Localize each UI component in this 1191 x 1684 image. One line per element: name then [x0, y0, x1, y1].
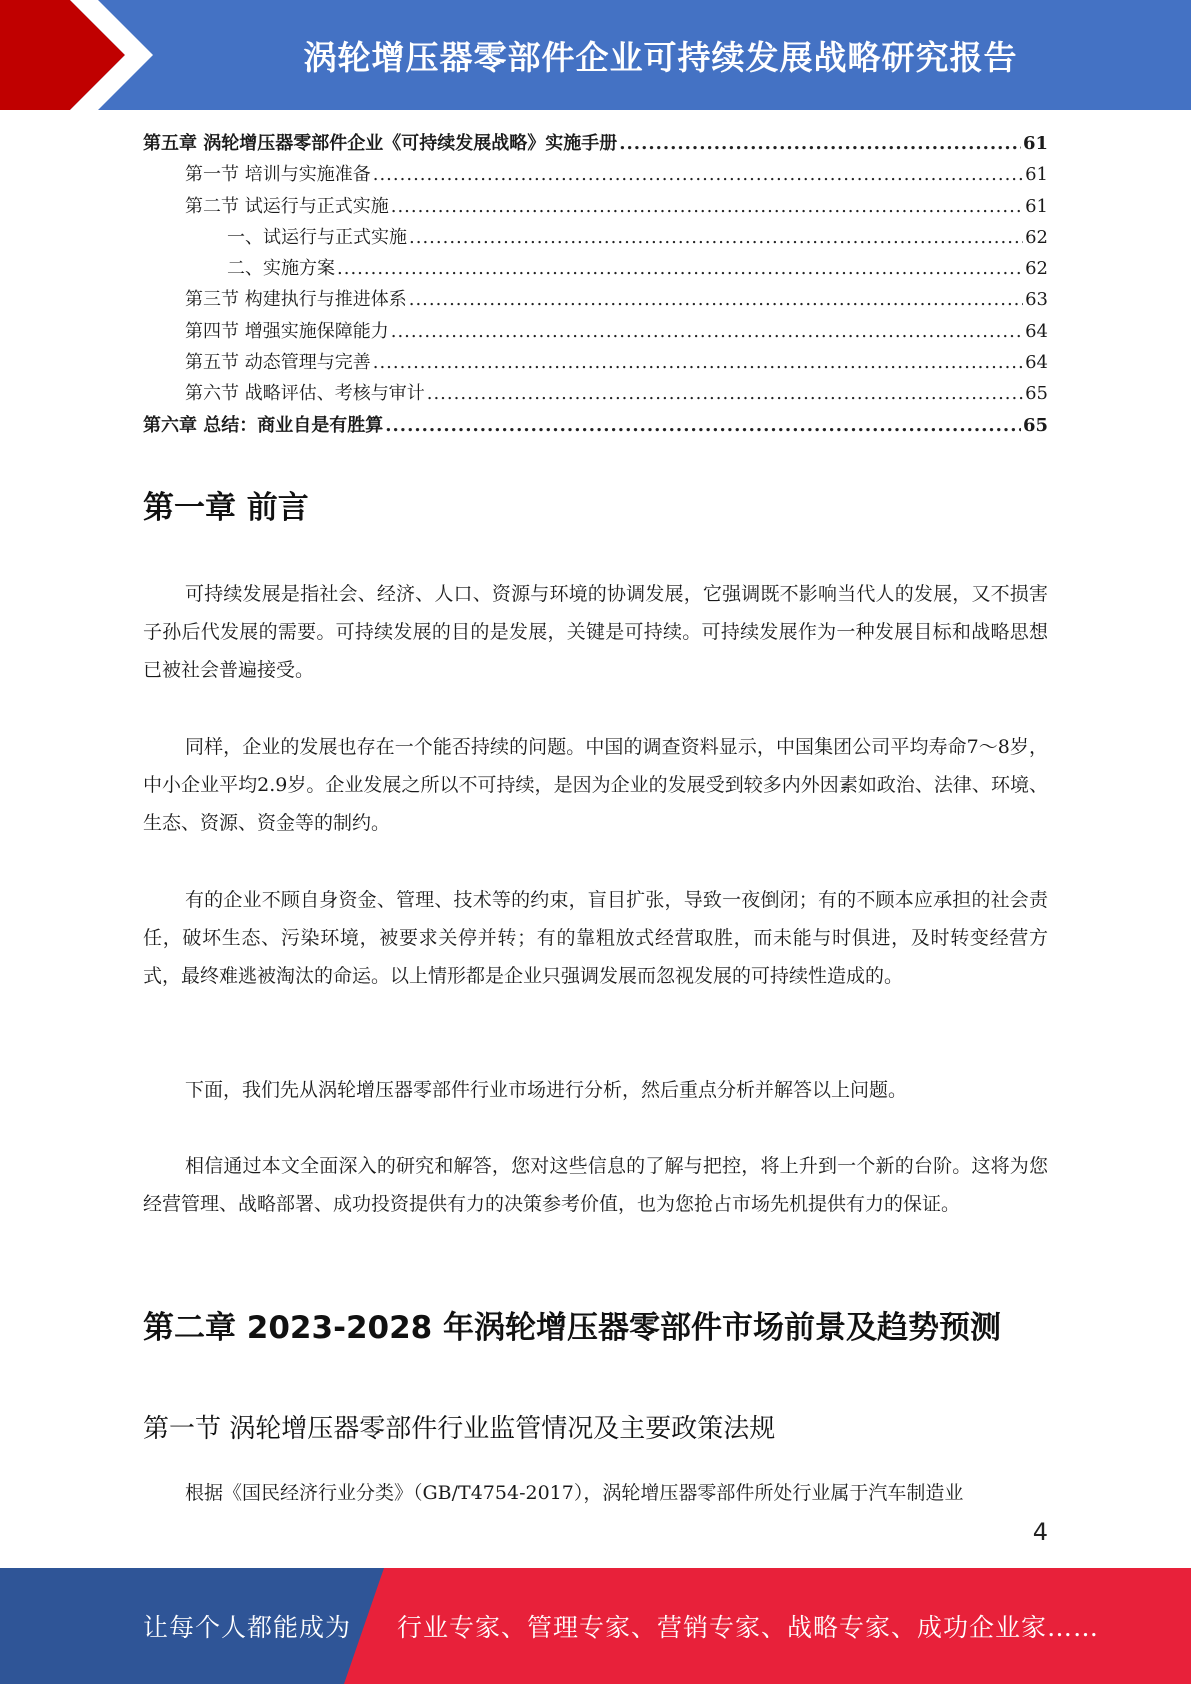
body-paragraph: 下面，我们先从涡轮增压器零部件行业市场进行分析，然后重点分析并解答以上问题。 — [185, 1079, 908, 1101]
toc-leader-dots — [409, 222, 1023, 253]
toc-leader-dots — [373, 347, 1023, 378]
header-flag-shape — [0, 0, 160, 110]
toc-leader-dots — [385, 410, 1021, 441]
toc-entry-title: 二、实施方案 — [227, 258, 335, 280]
toc-entry-page: 63 — [1025, 289, 1048, 311]
body-paragraph: 有的企业不顾自身资金、管理、技术等的约束，盲目扩张，导致一夜倒闭；有的不顾本应承担的社会责任，破坏生态、污染环境，被要求关停并转；有的靠粗放式经营取胜，而未能与时俱进，及时转变经营方式，最终难逃被淘汰的命运。以上情形都是企业只强调发展而忽视发展的可持续性造成的。 — [143, 889, 1048, 987]
footer-slogan-left: 让每个人都能成为 — [143, 1613, 352, 1642]
toc-entry-title: 第三节 构建执行与推进体系 — [185, 289, 407, 311]
chapter-heading: 第二章 2023-2028 年涡轮增压器零部件市场前景及趋势预测 — [143, 1310, 1002, 1346]
toc-entry[interactable] — [143, 191, 1048, 222]
toc-entry[interactable] — [143, 159, 1048, 190]
toc-entry-page: 65 — [1025, 383, 1048, 405]
body-paragraph: 相信通过本文全面深入的研究和解答，您对这些信息的了解与把控，将上升到一个新的台阶。这将为您经营管理、战略部署、成功投资提供有力的决策参考价值，也为您抢占市场先机提供有力的保证。 — [143, 1155, 1048, 1215]
page-footer — [0, 1568, 1191, 1684]
body-paragraph: 根据《国民经济行业分类》（GB/T4754-2017），涡轮增压器零部件所处行业属于汽车制造业 — [185, 1482, 964, 1504]
toc-entry-page: 61 — [1022, 133, 1048, 154]
toc-entry[interactable] — [143, 347, 1048, 378]
table-of-contents — [143, 128, 1048, 441]
toc-entry-title: 第五章 涡轮增压器零部件企业《可持续发展战略》实施手册 — [143, 133, 618, 154]
header-title: 涡轮增压器零部件企业可持续发展战略研究报告 — [303, 37, 1018, 77]
toc-entry[interactable] — [143, 316, 1048, 347]
toc-entry-title: 第一节 培训与实施准备 — [185, 164, 371, 186]
toc-entry-page: 62 — [1025, 226, 1048, 248]
toc-leader-dots — [391, 191, 1023, 222]
toc-leader-dots — [409, 284, 1023, 315]
toc-entry-page: 64 — [1025, 320, 1048, 342]
toc-entry-page: 65 — [1022, 414, 1048, 436]
toc-entry[interactable] — [143, 378, 1048, 409]
body-paragraph: 可持续发展是指社会、经济、人口、资源与环境的协调发展，它强调既不影响当代人的发展，又不损害子孙后代发展的需要。可持续发展的目的是发展，关键是可持续。可持续发展作为一种发展目标和战略思想已被社会普遍接受。 — [143, 583, 1048, 681]
toc-leader-dots — [391, 316, 1023, 347]
toc-leader-dots — [427, 378, 1023, 409]
toc-entry-page: 61 — [1025, 195, 1048, 217]
toc-leader-dots — [619, 128, 1021, 159]
toc-leader-dots — [337, 253, 1023, 284]
body-paragraph: 同样，企业的发展也存在一个能否持续的问题。中国的调查资料显示，中国集团公司平均寿命7～8岁，中小企业平均2.9岁。企业发展之所以不可持续，是因为企业的发展受到较多内外因素如政治、法律、环境、生态、资源、资金等的制约。 — [143, 736, 1048, 834]
toc-entry-page: 62 — [1025, 258, 1048, 280]
toc-entry[interactable] — [143, 410, 1048, 441]
footer-slogan-right: 行业专家、管理专家、营销专家、战略专家、成功企业家…… — [397, 1613, 1100, 1642]
section-heading: 第一节 涡轮增压器零部件行业监管情况及主要政策法规 — [143, 1414, 776, 1444]
toc-entry-title: 第六节 战略评估、考核与审计 — [185, 383, 425, 405]
page-header — [0, 0, 1191, 110]
toc-entry-title: 第六章 总结：商业自是有胜算 — [143, 414, 384, 436]
page-number: 4 — [1032, 1518, 1048, 1546]
toc-entry-title: 一、试运行与正式实施 — [227, 226, 407, 248]
toc-entry[interactable] — [143, 253, 1048, 284]
toc-leader-dots — [373, 159, 1023, 190]
toc-entry-page: 61 — [1025, 164, 1048, 186]
toc-entry[interactable] — [143, 284, 1048, 315]
toc-entry[interactable] — [143, 128, 1048, 159]
toc-entry-title: 第四节 增强实施保障能力 — [185, 320, 389, 342]
toc-entry-page: 64 — [1025, 352, 1048, 374]
toc-entry-title: 第五节 动态管理与完善 — [185, 352, 371, 374]
toc-entry-title: 第二节 试运行与正式实施 — [185, 195, 389, 217]
toc-entry[interactable] — [143, 222, 1048, 253]
chapter-heading: 第一章 前言 — [143, 490, 309, 526]
